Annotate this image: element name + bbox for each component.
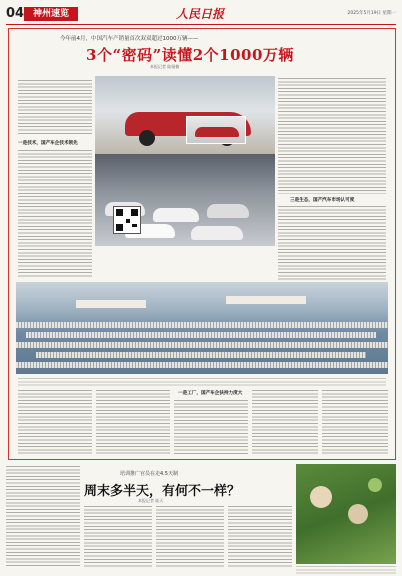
lower-headline: 周末多半天，有何不一样？ <box>84 484 241 499</box>
masthead: 人民日报 <box>176 7 225 21</box>
subhead-ecosystem: 三是生态，国产汽车市场认可度 <box>290 198 355 203</box>
lower-kicker: 培训推广官员在走4.5天制 <box>120 471 178 477</box>
photo-caption <box>18 378 386 386</box>
column-a-text <box>18 390 92 454</box>
small-car-photo <box>186 116 246 144</box>
header-rule <box>6 24 396 25</box>
section-label: 神州速览 <box>24 7 78 21</box>
lower-column-1 <box>84 506 152 568</box>
lower-column-3 <box>228 506 292 568</box>
port-cars-photo <box>16 282 388 374</box>
subhead-factory: 一是工厂，国产车企扶持力度大 <box>178 391 243 396</box>
lower-byline: 本报记者 陆天 <box>138 498 164 503</box>
lower-left-brief <box>6 466 80 568</box>
page-number: 04 <box>6 6 25 21</box>
column-b-text <box>96 390 170 454</box>
column-e-text <box>322 390 388 454</box>
tea-photo-caption <box>296 566 396 574</box>
lead-text <box>18 80 92 136</box>
qr-code[interactable] <box>113 206 141 234</box>
lower-column-2 <box>156 506 224 568</box>
tea-field-photo <box>296 464 396 564</box>
column-d-text <box>252 390 318 454</box>
subhead-technology: 一是技术，国产车企技术领先 <box>18 141 78 146</box>
column-right-text-top <box>278 78 386 194</box>
issue-date: 2025年5月19日 星期一 <box>347 11 396 16</box>
page-header <box>6 4 396 24</box>
article-kicker: 今年前4月，中国汽车产销量首次双双超过1000万辆—— <box>60 36 199 42</box>
column-c-text <box>174 400 248 454</box>
column-right-text-bottom <box>278 206 386 280</box>
article-headline: 3个“密码”读懂2个1000万辆 <box>86 46 294 64</box>
article-byline: 本报记者 陆娅楠 <box>150 64 180 69</box>
red-car-photo <box>95 76 275 154</box>
column-1-text <box>18 150 92 278</box>
